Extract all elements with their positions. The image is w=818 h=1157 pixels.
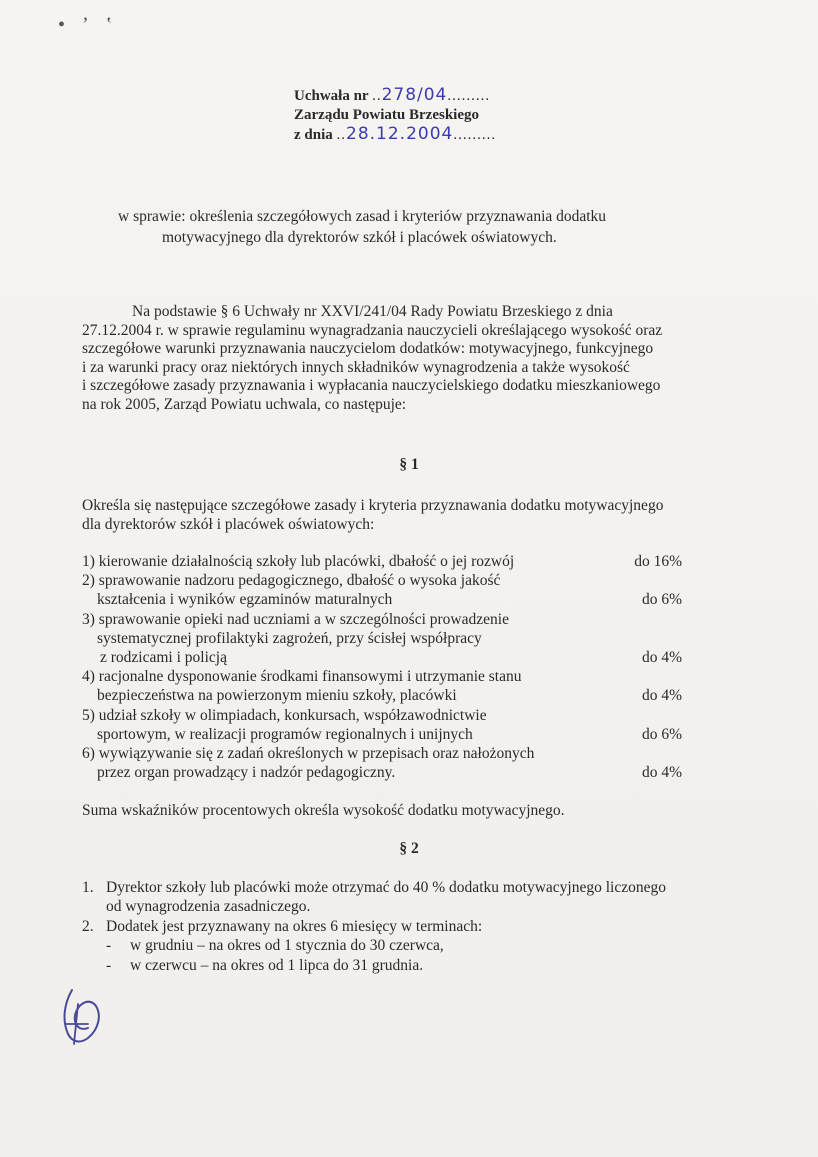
criterion-percentage: do 4%: [641, 687, 682, 705]
term-text: w czerwcu – na okres od 1 lipca do 31 grudnia.: [130, 956, 424, 974]
criterion-item: [82, 667, 682, 705]
numbered-item: [82, 878, 732, 917]
criterion-item: [82, 552, 682, 571]
item-text: od wynagrodzenia zasadniczego.: [106, 898, 311, 916]
term-text: w grudniu – na okres od 1 stycznia do 30 czerwca,: [130, 937, 444, 955]
criterion-item: [82, 610, 682, 668]
criterion-text: przez organ prowadzący i nadzór pedagogiczny.: [97, 764, 396, 782]
criterion-text: bezpieczeństwa na powierzonym mieniu szkoły, placówki: [97, 687, 457, 705]
criterion-text: systematycznej profilaktyki zagrożeń, przy ścisłej współpracy: [97, 629, 482, 647]
numbered-item: [82, 917, 732, 936]
resolution-date-handwritten: 28.12.2004: [346, 124, 454, 144]
resolution-date-line: z dnia ..28.12.2004.........: [294, 124, 497, 144]
term-bullet: - w czerwcu – na okres od 1 lipca do 31 grudnia.: [106, 956, 424, 974]
criterion-text: kształcenia i wyników egzaminów maturalnych: [97, 591, 393, 609]
intro-line-2: dla dyrektorów szkół i placówek oświatowych:: [82, 515, 375, 533]
criterion-percentage: do 6%: [641, 725, 682, 743]
section-1-heading: § 1: [399, 456, 419, 473]
subject-line-2: motywacyjnego dla dyrektorów szkół i placówek oświatowych.: [162, 229, 557, 246]
resolution-subject: [118, 206, 678, 248]
resolution-number-handwritten: 278/04: [381, 85, 448, 105]
preamble-line: szczegółowe warunki przyznawania nauczycielom dodatków: motywacyjnego, funkcyjnego: [82, 340, 654, 358]
issuing-body: Zarządu Powiatu Brzeskiego: [294, 107, 479, 123]
resolution-number-line: Uchwała nr ..278/04.........: [294, 85, 491, 105]
criterion-percentage: do 16%: [634, 553, 682, 570]
handwritten-initials-signature: [58, 984, 106, 1048]
section-1-intro: [82, 497, 722, 534]
section-2-heading: § 2: [399, 840, 419, 857]
resolution-date-label: z dnia: [294, 127, 333, 143]
legal-basis-paragraph: [82, 303, 722, 415]
subject-line-1: w sprawie: określenia szczegółowych zasad i kryteriów przyznawania dodatku: [118, 208, 607, 225]
criterion-text: 6) wywiązywanie się z zadań określonych w przepisach oraz nałożonych: [82, 745, 535, 763]
criterion-text: z rodzicami i policją: [100, 649, 227, 667]
criteria-list: [82, 552, 682, 782]
criterion-text: 2) sprawowanie nadzoru pedagogicznego, dbałość o wysoka jakość: [82, 572, 501, 590]
criterion-text: 4) racjonalne dysponowanie środkami finansowymi i utrzymanie stanu: [82, 668, 522, 686]
preamble-line: na rok 2005, Zarząd Powiatu uchwala, co następuje:: [82, 395, 407, 413]
corner-mark: • ʼ ʽ: [58, 14, 119, 36]
item-number: 1.: [82, 879, 94, 896]
criterion-item: [82, 571, 682, 609]
item-text: Dodatek jest przyznawany na okres 6 miesięcy w terminach:: [106, 917, 483, 935]
percentage-summary: Suma wskaźników procentowych określa wysokość dodatku motywacyjnego.: [82, 802, 565, 819]
criterion-percentage: do 4%: [641, 649, 682, 667]
criterion-text: 3) sprawowanie opieki nad uczniami a w szczególności prowadzenie: [82, 610, 509, 628]
term-bullet: - w grudniu – na okres od 1 stycznia do 30 czerwca,: [106, 937, 444, 955]
preamble-line: i za warunki pracy oraz niektórych innych składników wynagrodzenia a także wysokość: [82, 358, 630, 376]
criterion-item: [82, 744, 682, 782]
criterion-percentage: do 6%: [641, 591, 682, 609]
item-text: Dyrektor szkoły lub placówki może otrzymać do 40 % dodatku motywacyjnego liczonego: [106, 879, 666, 896]
section-2-list: [82, 878, 732, 975]
criterion-item: [82, 706, 682, 744]
resolution-header: [294, 86, 496, 145]
intro-line-1: Określa się następujące szczegółowe zasady i kryteria przyznawania dodatku motywacyjnego: [82, 497, 664, 514]
item-number: 2.: [82, 917, 94, 935]
preamble-line: i szczegółowe zasady przyznawania i wypłacania nauczycielskiego dodatku mieszkaniowego: [82, 377, 661, 395]
criterion-text: 1) kierowanie działalnością szkoły lub placówki, dbałość o jej rozwój: [82, 553, 515, 570]
criterion-percentage: do 4%: [641, 764, 682, 782]
criterion-text: sportowym, w realizacji programów regionalnych i unijnych: [97, 725, 473, 743]
preamble-line: 27.12.2004 r. w sprawie regulaminu wynagradzania nauczycieli określającego wysokość oraz: [82, 321, 663, 339]
resolution-number-label: Uchwała nr: [294, 88, 369, 104]
preamble-line: Na podstawie § 6 Uchwały nr XXVI/241/04 Rady Powiatu Brzeskiego z dnia: [132, 303, 613, 320]
criterion-text: 5) udział szkoły w olimpiadach, konkursach, współzawodnictwie: [82, 706, 487, 724]
